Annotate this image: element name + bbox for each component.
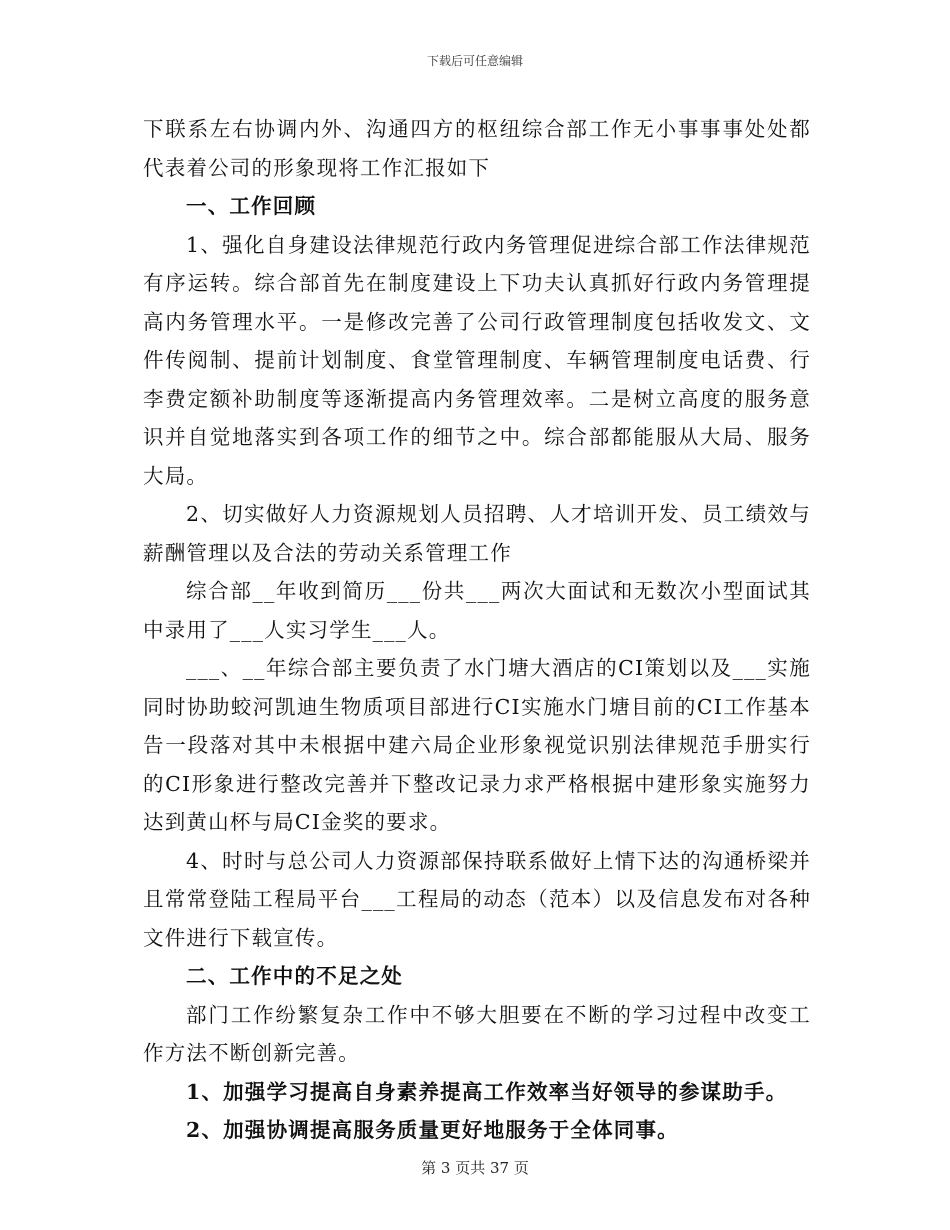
page-footer: 第 3 页共 37 页 — [421, 1159, 529, 1177]
paragraph-ci: ___、__年综合部主要负责了水门塘大酒店的CI策划以及___实施同时协助蛟河凯迪生物质项目部进行CI实施水门塘目前的CI工作基本告一段落对其中未根据中建六局企业形象视觉识别法律规范手册实行的CI形象进行整改完善并下整改记录力求严格根据中建形象实施努力达到黄山杯与局CI金奖的要求。 — [143, 656, 811, 834]
paragraph-intro: 下联系左右协调内外、沟通四方的枢纽综合部工作无小事事事处处都代表着公司的形象现将工作汇报如下 — [143, 117, 811, 180]
section-heading-shortcomings: 二、工作中的不足之处 — [186, 964, 403, 988]
paragraph-item-4: 4、时时与总公司人力资源部保持联系做好上情下达的沟通桥梁并且常常登陆工程局平台___工程局的动态（范本）以及信息发布对各种文件进行下载宣传。 — [143, 848, 811, 950]
page-header: 下载后可任意编辑 — [426, 54, 523, 68]
paragraph-goal-1: 1、加强学习提高自身素养提高工作效率当好领导的参谋助手。 — [186, 1079, 788, 1104]
paragraph-shortcomings: 部门工作纷繁复杂工作中不够大胆要在不断的学习过程中改变工作方法不断创新完善。 — [143, 1002, 811, 1065]
paragraph-goal-2: 2、加强协调提高服务质量更好地服务于全体同事。 — [186, 1118, 679, 1142]
section-heading-review: 一、工作回顾 — [186, 194, 317, 218]
paragraph-recruitment: 综合部__年收到简历___份共___两次大面试和无数次小型面试其中录用了___人实习学生___人。 — [143, 579, 811, 642]
paragraph-item-2: 2、切实做好人力资源规划人员招聘、人才培训开发、员工绩效与薪酬管理以及合法的劳动关系管理工作 — [143, 502, 811, 565]
document-body — [143, 110, 811, 1150]
paragraph-item-1: 1、强化自身建设法律规范行政内务管理促进综合部工作法律规范有序运转。综合部首先在制度建设上下功夫认真抓好行政内务管理提高内务管理水平。一是修改完善了公司行政管理制度包括收发文、文件传阅制、提前计划制度、食堂管理制度、车辆管理制度电话费、行李费定额补助制度等逐渐提高内务管理效率。二是树立高度的服务意识并自觉地落实到各项工作的细节之中。综合部都能服从大局、服务大局。 — [143, 232, 811, 488]
